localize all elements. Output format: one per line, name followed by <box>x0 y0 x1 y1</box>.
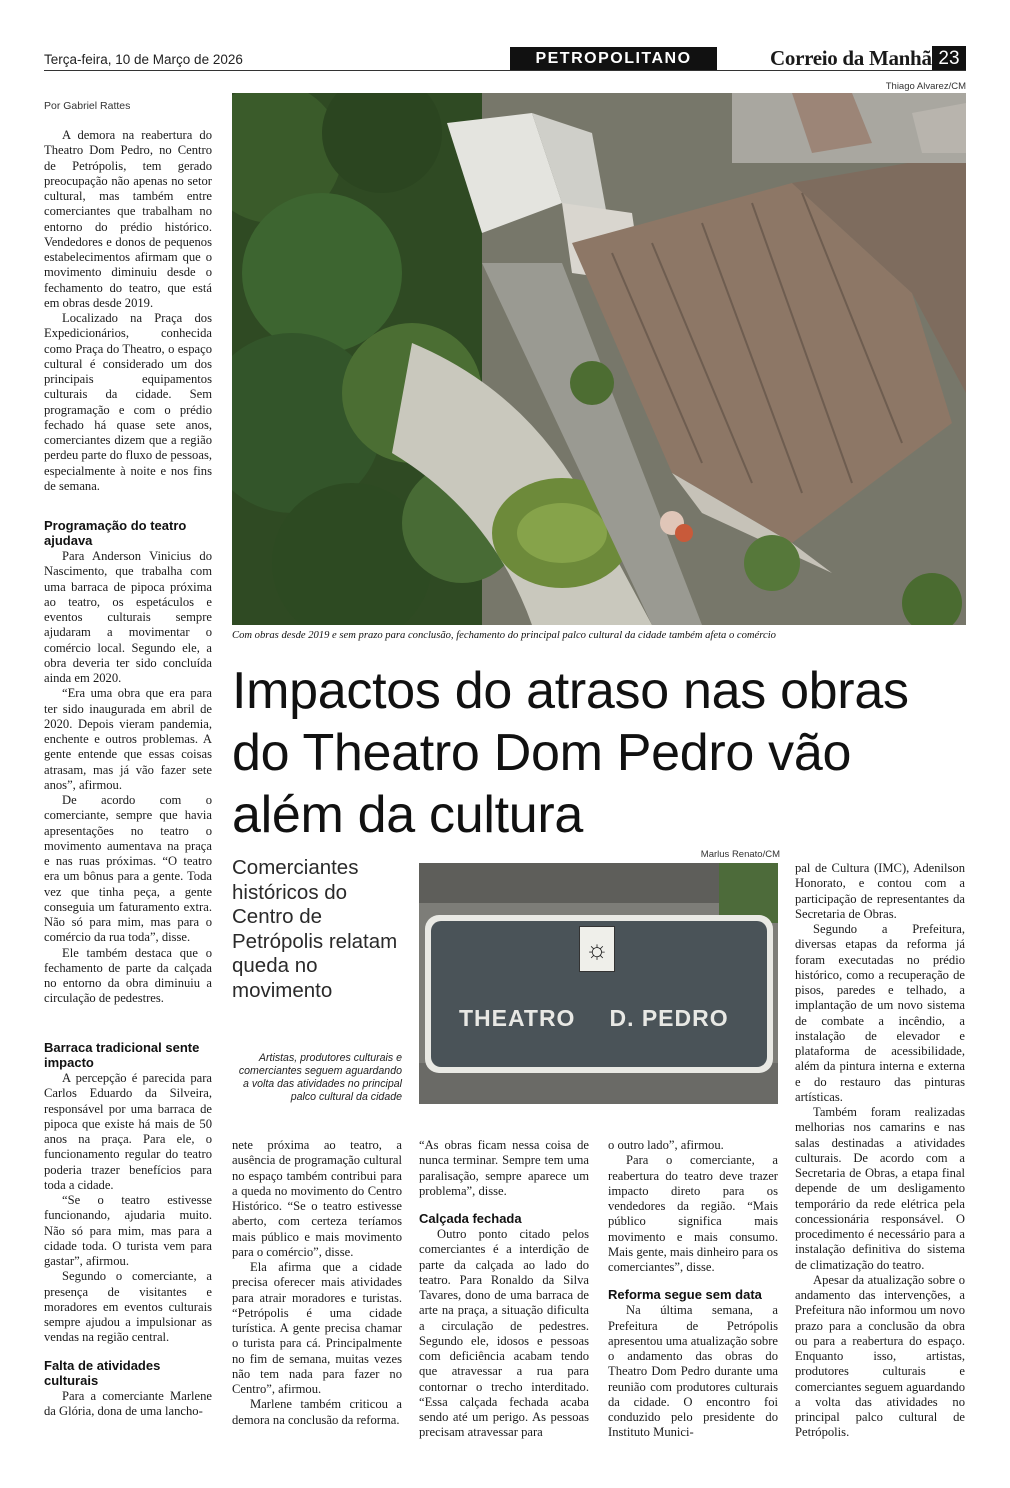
paragraph: Segundo o comerciante, a presença de visitantes e moradores em eventos culturais sempre ajudou a impulsionar as vendas na região central. <box>44 1269 212 1345</box>
paragraph: Marlene também criticou a demora na conclusão da reforma. <box>232 1397 402 1427</box>
theatre-sign-photo <box>419 863 778 1104</box>
sign-backdrop <box>419 863 778 1104</box>
page-number: 23 <box>932 46 966 71</box>
main-photo-caption: Com obras desde 2019 e sem prazo para conclusão, fechamento do principal palco cultural da cidade também afeta o comércio <box>232 630 776 641</box>
newspaper-name: Correio da Manhã <box>770 46 932 70</box>
subheading: Barraca tradicional sente impacto <box>44 1040 200 1070</box>
paragraph: pal de Cultura (IMC), Adenilson Honorato, e contou com a participação de representantes da Secretaria de Obras. <box>795 861 965 921</box>
paragraph: Segundo a Prefeitura, diversas etapas da reforma já foram executadas no prédio histórico, como a recuperação de pisos, paredes e telhado, a implantação de um novo sistema de combate a incêndio, a instalação de elevador e plataforma de acessibilidade, além da pintura interna e externa e do restauro das pinturas artísticas. <box>795 922 965 1104</box>
column-1-section-a <box>44 518 212 1007</box>
column-2 <box>232 1138 402 1428</box>
paragraph: Outro ponto citado pelos comerciantes é a interdição de parte da calçada ao lado do teatro. Para Ronaldo da Silva Tavares, dono de uma barraca de arte na praça, a situação dificulta a circulação de pedestres. Segundo ele, idosos e pessoas com deficiência acabam tendo que atravessar a rua para contornar o trecho interditado. “Essa calçada fechada acaba sendo até um perigo. As pessoas precisam atravessar para <box>419 1227 589 1440</box>
paragraph: “Era uma obra que era para ter sido inaugurada em abril de 2020. Depois vieram pandemia, enchente e outros problemas. A gente entende que essas coisas atrasam, mas já vão fazer sete anos”, afirmou. <box>44 686 212 792</box>
issue-date: Terça-feira, 10 de Março de 2026 <box>44 52 243 67</box>
paragraph: Ela afirma que a cidade precisa oferecer mais atividades para atrair moradores e turistas. “Petrópolis é uma cidade turística. A gente precisa chamar o turista para cá. Principalmente no fim de semana, muitas vezes não tem nada para fazer no Centro”, afirmou. <box>232 1260 402 1396</box>
sign-text-right: D. PEDRO <box>609 1005 729 1031</box>
paragraph: De acordo com o comerciante, sempre que havia apresentações no teatro o movimento aumentava na praça e nas ruas próximas. “O teatro era um bônus para a gente. Toda vez que tinha peça, a gente conseguia um faturamento extra. Não só para mim, mas para o comércio da rua toda”, disse. <box>44 793 212 945</box>
column-1-section-b <box>44 1040 212 1419</box>
paragraph: Apesar da atualização sobre o andamento das intervenções, a Prefeitura não informou um novo prazo para a conclusão da obra ou para a reabertura do espaço. Enquanto isso, artistas, produtores culturais e comerciantes seguem aguardando a volta das atividades no principal palco cultural de Petrópolis. <box>795 1272 965 1440</box>
paragraph: Para a comerciante Marlene da Glória, dona de uma lancho- <box>44 1388 212 1418</box>
paragraph: Localizado na Praça dos Expedicionários, conhecida como Praça do Theatro, o espaço cultural é considerado um dos principais equipamentos culturais da cidade. Sem programação e com o prédio fechado há quase sete anos, comerciantes dizem que a região perdeu parte do fluxo de pessoas, especialmente à noite e nos fins de semana. <box>44 311 212 493</box>
subheading: Programação do teatro ajudava <box>44 518 187 548</box>
sign-text <box>459 1005 729 1032</box>
column-4 <box>608 1138 778 1441</box>
column-3 <box>419 1138 589 1441</box>
paragraph: “Se o teatro estivesse funcionando, ajudaria muito. Não só para mim, mas para a cidade toda. O turista vem para gastar”, afirmou. <box>44 1193 212 1268</box>
paragraph: Para Anderson Vinicius do Nascimento, que trabalha com uma barraca de pipoca próxima ao teatro, os espetáculos e eventos culturais sempre ajudaram a movimentar o comércio local. Segundo ele, a obra deveria ter sido concluída ainda em 2020. <box>44 549 212 685</box>
secondary-photo-caption: Artistas, produtores culturais e comerciantes seguem aguardando a volta das atividades no principal palco cultural da cidade <box>238 1052 402 1103</box>
subheading: Calçada fechada <box>419 1211 522 1226</box>
byline: Por Gabriel Rattes <box>44 100 131 112</box>
paragraph: Ele também destaca que o fechamento de parte da calçada no entorno da obra diminuiu a circulação de pedestres. <box>44 945 212 1006</box>
paragraph: Na última semana, a Prefeitura de Petrópolis apresentou uma atualização sobre o andamento das obras do Theatro Dom Pedro durante uma reunião com produtores culturais da cidade. O encontro foi conduzido pelo presidente do Instituto Munici- <box>608 1303 778 1440</box>
paragraph: o outro lado”, afirmou. <box>608 1138 724 1152</box>
header-rule <box>44 70 966 71</box>
aerial-theatre-illustration <box>232 93 966 625</box>
paragraph: Também foram realizadas melhorias nos camarins e nas salas destinadas a atividades culturais. De acordo com a Secretaria de Obras, a etapa final depende de um desligamento temporário da rede elétrica pela concessionária responsável. O procedimento é necessário para a instalação definitiva do sistema de climatização do teatro. <box>795 1105 965 1272</box>
paragraph: “As obras ficam nessa coisa de nunca terminar. Sempre tem uma paralisação, sempre aparece um problema”, disse. <box>419 1138 589 1198</box>
main-photo <box>232 93 966 625</box>
subheading: Reforma segue sem data <box>608 1287 762 1303</box>
paragraph: A percepção é parecida para Carlos Eduardo da Silveira, responsável por uma barraca de pipoca que existe há mais de 50 anos na praça. Para ele, o funcionamento regular do teatro poderia trazer benefícios para toda a cidade. <box>44 1071 212 1192</box>
paragraph: nete próxima ao teatro, a ausência de programação cultural no espaço também contribui para a queda no movimento do Centro Histórico. “Se o teatro estivesse aberto, com certeza teríamos mais público e mais movimento para o comércio”, disse. <box>232 1138 402 1259</box>
secondary-photo-credit: Marlus Renato/CM <box>700 849 780 860</box>
column-1-intro <box>44 128 212 494</box>
sign-text-left: THEATRO <box>459 1005 576 1031</box>
subheading: Falta de atividades culturais <box>44 1357 161 1388</box>
headline: Impactos do atraso nas obras do Theatro Dom Pedro vão além da cultura <box>232 662 909 844</box>
main-photo-credit: Thiago Alvarez/CM <box>885 81 966 92</box>
paragraph: Para o comerciante, a reabertura do teatro deve trazer impacto direto para os vendedores da região. “Mais público significa mais movimento e mais consumo. Mais gente, mais dinheiro para os comerciantes”, disse. <box>608 1153 778 1274</box>
deck: Comerciantes históricos do Centro de Petrópolis relatam queda no movimento <box>232 856 398 1002</box>
section-label: PETROPOLITANO <box>510 47 717 71</box>
theatre-masks-icon: ☼ <box>579 926 615 972</box>
column-5 <box>795 861 965 1441</box>
paragraph: A demora na reabertura do Theatro Dom Pedro, no Centro de Petrópolis, tem gerado preocupação não apenas no setor cultural, mas também entre comerciantes que trabalham no entorno do prédio histórico. Vendedores e donos de pequenos estabelecimentos afirmam que o movimento diminuiu desde o fechamento do teatro, que está em obras desde 2019. <box>44 128 212 310</box>
